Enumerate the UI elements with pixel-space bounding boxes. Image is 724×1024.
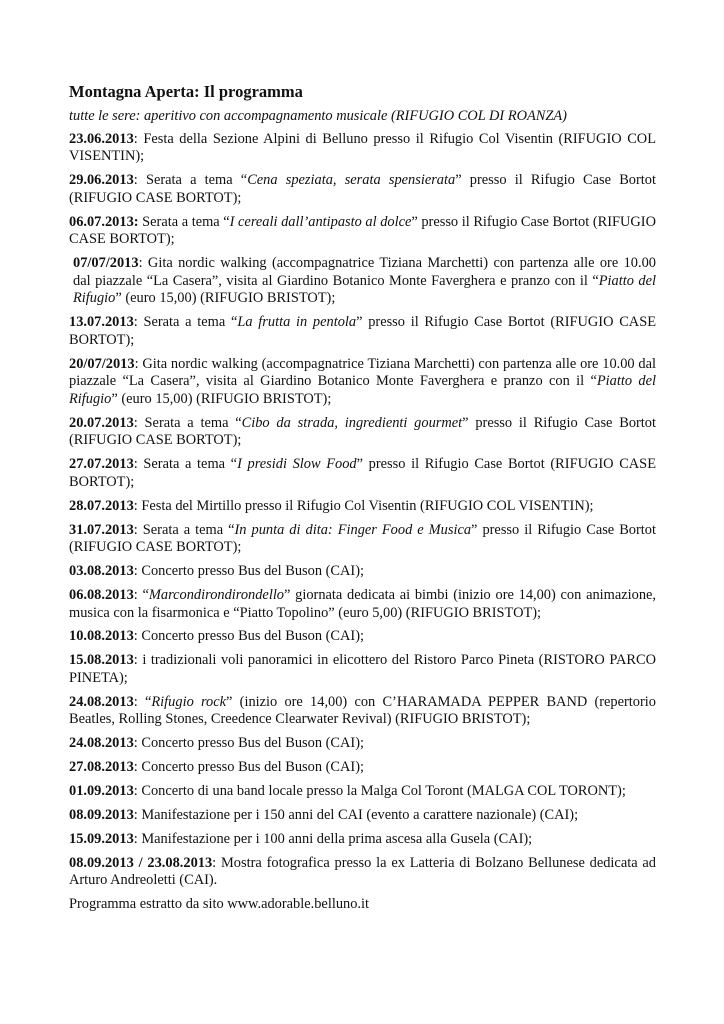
program-entry [69,807,656,825]
entry-date: 20/07/2013 [69,355,135,372]
entry-title: Cena speziata, serata spensierata [247,172,456,189]
entry-text-tail: ” presso il Rifugio Case Bortot (RIFUGIO CASE BORTOT); [69,314,656,348]
entry-text: : Serata a tema “ [133,314,238,331]
entry-text: : Concerto presso Bus del Buson (CAI); [133,628,364,645]
program-entry [69,356,656,409]
entry-title: Piatto del Rifugio [73,272,657,307]
entry-date: 15.09.2013 [69,830,134,847]
program-entry [69,652,656,687]
entry-date: 20.07.2013 [69,414,134,431]
entry-title: Cibo da strada, ingredienti gourmet [241,414,463,431]
entry-date: 29.06.2013 [69,172,134,189]
entry-date: 03.08.2013 [69,563,134,580]
program-entry [69,587,656,622]
program-entry [69,759,656,777]
program-entry [69,131,656,166]
entry-date: 13.07.2013 [69,314,134,331]
entry-date: 28.07.2013 [69,497,134,514]
entry-title: Rifugio rock [151,693,227,710]
entry-title: I cereali dall’antipasto al dolce [229,213,412,230]
page-title: Montagna Aperta: Il programma [69,82,303,101]
entry-text: : Concerto di una band locale presso la Malga Col Toront (MALGA COL TORONT); [133,783,626,800]
program-entry [69,498,656,516]
entry-date: 10.08.2013 [69,628,134,645]
entry-date: 23.06.2013 [69,130,134,147]
entry-text: : Festa del Mirtillo presso il Rifugio Col Visentin (RIFUGIO COL VISENTIN); [133,497,594,514]
entry-title: In punta di dita: Finger Food e Musica [234,521,472,538]
entry-date: 15.08.2013 [69,652,134,669]
entry-text-tail: ” presso il Rifugio Case Bortot (RIFUGIO CASE BORTOT); [69,456,656,490]
entry-text: : Serata a tema “ [133,172,248,189]
entry-date: 08.09.2013 / 23.08.2013 [69,854,213,871]
program-entry [69,694,656,729]
entry-text: : Concerto presso Bus del Buson (CAI); [133,563,364,580]
entry-text: : Manifestazione per i 100 anni della prima ascesa alla Gusela (CAI); [133,830,533,847]
entry-date: 24.08.2013 [69,693,134,710]
program-entry [69,456,656,491]
entry-text: : “ [133,693,152,710]
program-entry [69,735,656,753]
entry-text: : Gita nordic walking (accompagnatrice Tiziana Marchetti) con partenza alle ore 10.00 dal piazzale “La Casera”, visita al Giardino Botanico Monte Faverghera e pranzo con il “ [69,355,656,390]
entry-text: : Serata a tema “ [133,521,235,538]
entry-text-tail: ” presso il Rifugio Case Bortot (RIFUGIO CASE BORTOT); [69,172,656,206]
program-entry [69,522,656,557]
program-entry [69,855,656,890]
entry-text-tail: ” presso il Rifugio Case Bortot (RIFUGIO CASE BORTOT); [69,213,656,248]
document-body [69,82,656,914]
entry-text: : Manifestazione per i 150 anni del CAI (evento a carattere nazionale) (CAI); [133,806,579,823]
subtitle: tutte le sere: aperitivo con accompagnamento musicale (RIFUGIO COL DI ROANZA) [69,108,567,124]
program-entry [69,831,656,849]
source-note: Programma estratto da sito www.adorable.belluno.it [69,896,369,913]
program-entry [69,214,656,249]
program-entry [69,628,656,646]
entry-text: : i tradizionali voli panoramici in elicottero del Ristoro Parco Pineta (RISTORO PARCO PINETA); [69,652,656,686]
entry-date: 07/07/2013 [73,255,139,272]
program-entry [69,783,656,801]
program-entry [69,415,656,450]
entry-date: 08.09.2013 [69,806,134,823]
entry-text: Serata a tema “ [138,213,230,230]
entry-text: : Concerto presso Bus del Buson (CAI); [133,735,364,752]
entry-text: : Serata a tema “ [133,414,242,431]
entry-text: : Concerto presso Bus del Buson (CAI); [133,759,364,776]
program-list [69,131,656,890]
entry-date: 24.08.2013 [69,735,134,752]
entry-date: 01.09.2013 [69,783,134,800]
entry-date: 06.08.2013 [69,586,134,603]
entry-title: Piatto del Rifugio [69,373,656,407]
program-entry [69,563,656,581]
entry-text-tail: ” (inizio ore 14,00) con C’HARAMADA PEPPER BAND (repertorio Beatles, Rolling Stones, Creedence Clearwater Revival) (RIFUGIO BRISTOT); [69,693,656,728]
program-entry [69,172,656,207]
entry-date: 27.07.2013 [69,456,134,473]
entry-title: La frutta in pentola [237,314,357,331]
entry-text: : Serata a tema “ [133,456,238,473]
entry-date: 06.07.2013: [69,213,139,230]
entry-text: : Festa della Sezione Alpini di Belluno presso il Rifugio Col Visentin (RIFUGIO COL VISENTIN); [69,130,656,165]
entry-text: : Gita nordic walking (accompagnatrice Tiziana Marchetti) con partenza alle ore 10.00 dal piazzale “La Casera”, visita al Giardino Botanico Monte Faverghera e pranzo con il “ [73,255,656,289]
entry-text: : “ [133,586,149,603]
entry-title: Marcondirondirondello [148,586,285,603]
program-entry [69,314,656,349]
entry-text-tail: ” (euro 15,00) (RIFUGIO BRISTOT); [115,290,336,307]
entry-text-tail: ” giornata dedicata ai bimbi (inizio ore 14,00) con animazione, musica con la fisarmonica e “Piatto Topolino” (euro 5,00) (RIFUGIO BRISTOT); [69,586,656,621]
program-entry [69,255,656,308]
entry-date: 27.08.2013 [69,759,134,776]
entry-date: 31.07.2013 [69,521,134,538]
entry-text-tail: ” presso il Rifugio Case Bortot (RIFUGIO CASE BORTOT); [69,521,656,556]
entry-text: : Mostra fotografica presso la ex Latteria di Bolzano Bellunese dedicata ad Arturo Andreoletti (CAI). [69,854,657,889]
entry-text-tail: ” presso il Rifugio Case Bortot (RIFUGIO CASE BORTOT); [69,414,656,449]
entry-title: I presidi Slow Food [237,456,357,473]
entry-text-tail: ” (euro 15,00) (RIFUGIO BRISTOT); [111,390,332,407]
